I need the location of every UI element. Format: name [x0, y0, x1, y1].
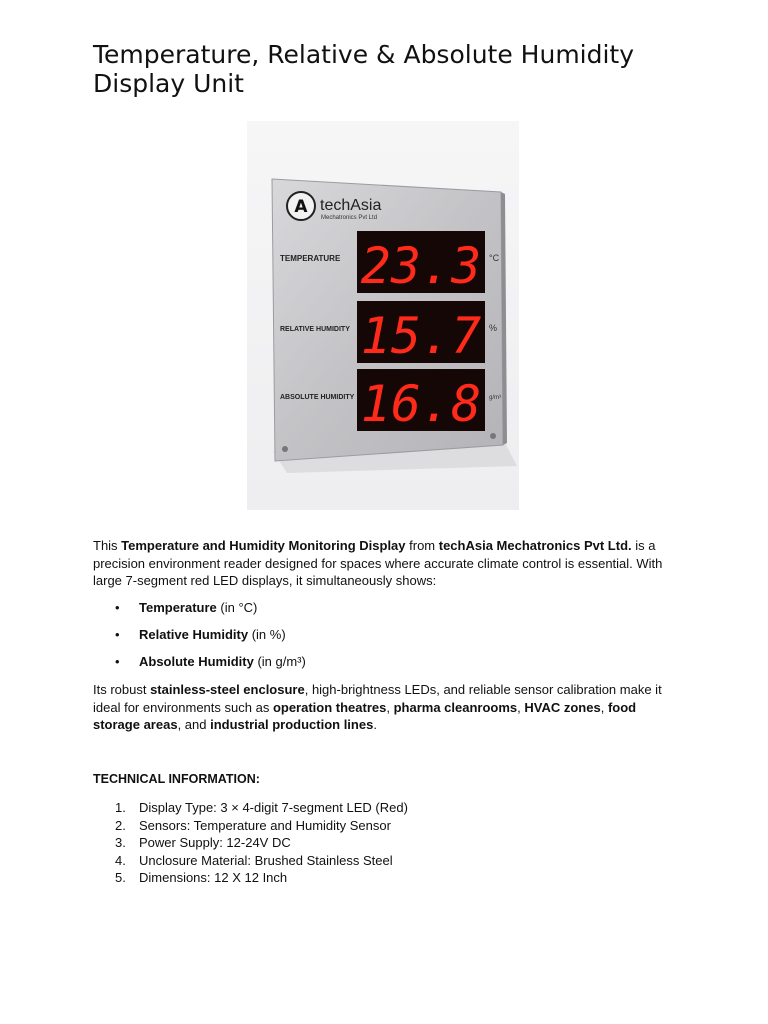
brand-name: techAsia: [320, 197, 382, 214]
bullet-icon: •: [115, 600, 120, 615]
display-row-label: RELATIVE HUMIDITY: [280, 326, 350, 333]
led-unit: %: [489, 323, 498, 333]
features-paragraph: Its robust stainless-steel enclosure, high-brightness LEDs, and reliable sensor calibration make it ideal for environments such as operation theatres, pharma cleanrooms, HVAC zones, food storage areas, and industrial production lines.: [93, 682, 662, 732]
technical-heading: TECHNICAL INFORMATION:: [93, 772, 260, 786]
led-unit: g/m³: [489, 395, 501, 401]
list-item: • Temperature (in °C): [115, 600, 258, 615]
display-row-label: TEMPERATURE: [280, 254, 341, 263]
spec-item: 3. Power Supply: 12-24V DC: [115, 835, 291, 850]
page-title: Temperature, Relative & Absolute Humidity Display Unit: [93, 40, 635, 98]
screw-icon: [282, 446, 288, 452]
bullet-icon: •: [115, 654, 120, 669]
list-item: • Absolute Humidity (in g/m³): [115, 654, 306, 669]
list-item: • Relative Humidity (in %): [115, 627, 286, 642]
led-value: 23.3: [360, 237, 482, 295]
spec-item: 1. Display Type: 3 × 4-digit 7-segment LED (Red): [115, 800, 408, 815]
spec-item: 4. Unclosure Material: Brushed Stainless Steel: [115, 852, 393, 868]
led-unit: °C: [489, 253, 500, 263]
spec-item: 5. Dimensions: 12 X 12 Inch: [115, 870, 288, 885]
svg-text:A: A: [294, 197, 308, 217]
measurement-list: [93, 599, 306, 680]
spec-item: 2. Sensors: Temperature and Humidity Sensor: [115, 817, 391, 833]
intro-paragraph: This Temperature and Humidity Monitoring Display from techAsia Mechatronics Pvt Ltd. is a precision environment reader designed for spaces where accurate climate control is essential. With large 7-segment red LED displays, it simultaneously shows:: [93, 538, 663, 588]
display-row-label: ABSOLUTE HUMIDITY: [280, 394, 355, 401]
spec-list: [93, 799, 408, 887]
led-value: 16.8: [360, 375, 482, 433]
screw-icon: [490, 433, 496, 439]
bullet-icon: •: [115, 627, 120, 642]
display-unit-illustration: [247, 121, 519, 510]
product-image: [247, 121, 519, 510]
brand-subtitle: Mechatronics Pvt Ltd: [321, 215, 378, 221]
led-value: 15.7: [360, 307, 482, 365]
